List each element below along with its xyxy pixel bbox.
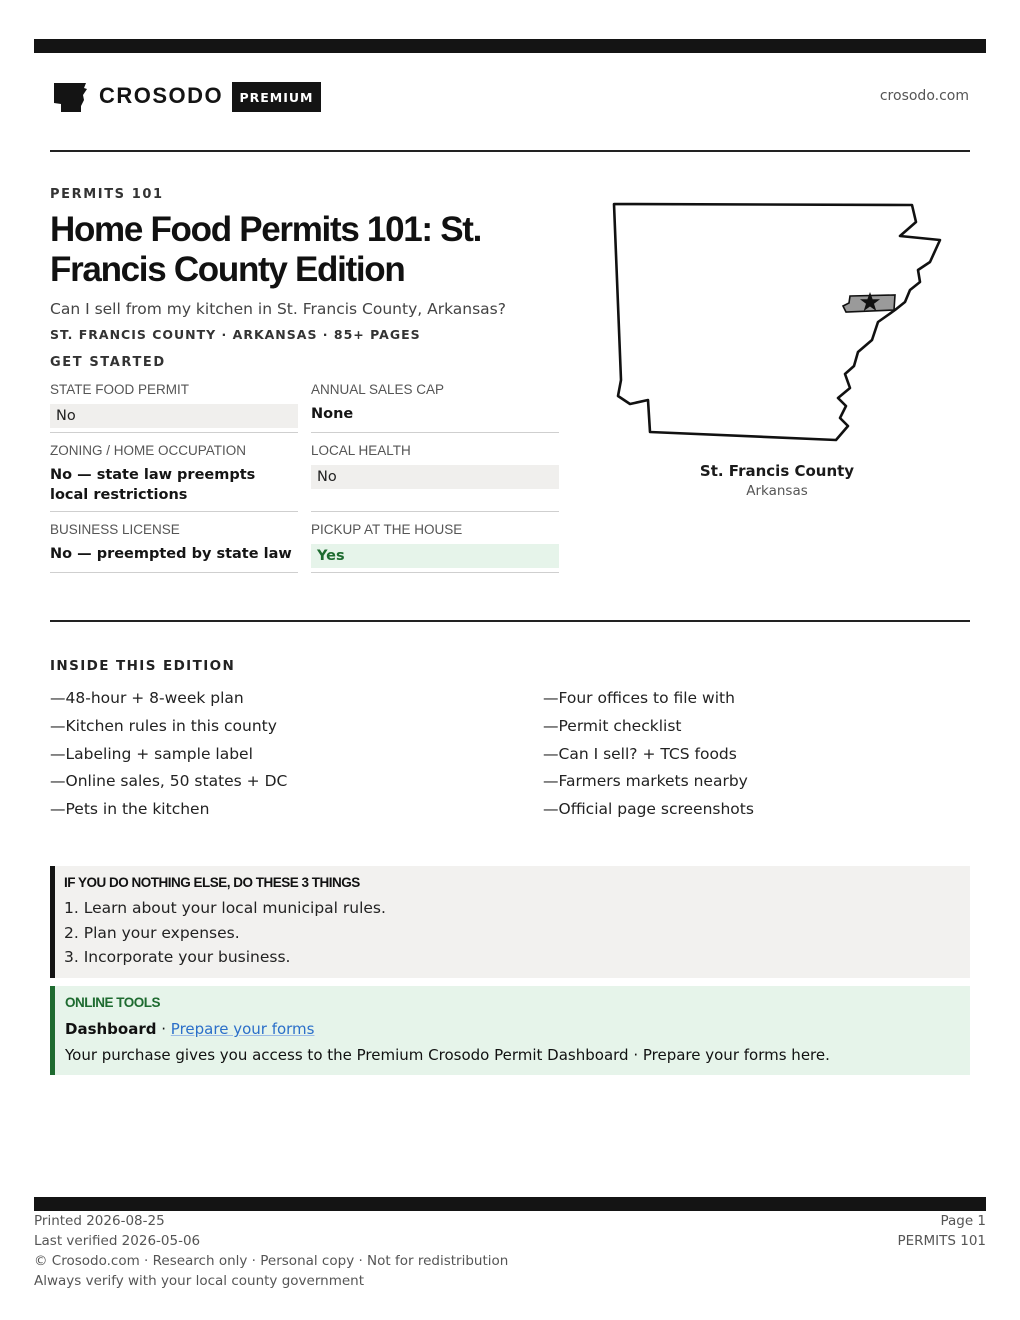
- fact-label: ZONING / HOME OCCUPATION: [50, 443, 247, 458]
- list-item: —Kitchen rules in this county: [50, 716, 277, 735]
- bottom-bar: [34, 1197, 986, 1211]
- section-divider: [50, 620, 970, 622]
- list-item: 2. Plan your expenses.: [64, 923, 240, 942]
- fact-label: ANNUAL SALES CAP: [311, 382, 445, 397]
- copyright: © Crosodo.com · Research only · Personal copy · Not for redistribution: [34, 1253, 509, 1269]
- header: [50, 78, 970, 118]
- footer-section: PERMITS 101: [897, 1233, 986, 1249]
- toc-left: [50, 685, 287, 824]
- three-things-callout: [50, 866, 970, 978]
- fact-zoning: [50, 443, 298, 512]
- section-kicker: PERMITS 101: [50, 187, 164, 202]
- fact-local-health: [311, 443, 559, 512]
- map-county-name: St. Francis County: [699, 462, 855, 480]
- callout-heading: ONLINE TOOLS: [65, 995, 161, 1010]
- list-item: —Permit checklist: [543, 716, 682, 735]
- verified-date: Last verified 2026-05-06: [34, 1233, 201, 1249]
- footer-right: [897, 1211, 986, 1251]
- list-item: 3. Incorporate your business.: [64, 948, 291, 966]
- fact-value: No — state law preempts local restrictions: [50, 467, 256, 503]
- arkansas-state-shape-icon: [53, 82, 87, 113]
- list-item: —Farmers markets nearby: [543, 772, 748, 791]
- list-item: —48-hour + 8-week plan: [50, 689, 244, 707]
- page-title: Home Food Permits 101: St. Francis County Edition: [50, 210, 482, 289]
- callout-heading: IF YOU DO NOTHING ELSE, DO THESE 3 THINGS: [64, 875, 360, 890]
- page-number: Page 1: [940, 1213, 986, 1229]
- fact-value: No: [50, 404, 298, 428]
- toc-right: [543, 685, 754, 824]
- fact-value: None: [311, 406, 354, 422]
- dashboard-label: Dashboard: [65, 1020, 157, 1038]
- fact-label: STATE FOOD PERMIT: [50, 382, 190, 397]
- footer-left: [34, 1211, 508, 1291]
- fact-value: No — preempted by state law: [50, 546, 292, 562]
- map-state-name: Arkansas: [746, 483, 808, 499]
- online-tools-callout: [50, 986, 970, 1075]
- disclaimer: Always verify with your local county government: [34, 1273, 364, 1289]
- fact-value: No: [311, 465, 559, 489]
- list-item: —Official page screenshots: [543, 800, 754, 819]
- fact-annual-sales-cap: [311, 382, 559, 433]
- prepare-forms-link[interactable]: Prepare your forms: [170, 1020, 315, 1038]
- arkansas-outline: [614, 204, 940, 440]
- brand-name: CROSODO: [99, 83, 224, 108]
- page-subtitle: Can I sell from my kitchen in St. Francis County, Arkansas?: [50, 300, 506, 318]
- fact-label: LOCAL HEALTH: [311, 443, 411, 458]
- dashboard-line: [65, 1016, 970, 1042]
- inside-heading: INSIDE THIS EDITION: [50, 658, 236, 674]
- edition-meta: ST. FRANCIS COUNTY · ARKANSAS · 85+ PAGES: [50, 327, 421, 342]
- fact-pickup-at-house: [311, 522, 559, 573]
- list-item: —Online sales, 50 states + DC: [50, 772, 288, 791]
- fact-label: PICKUP AT THE HOUSE: [311, 522, 463, 537]
- fact-label: BUSINESS LICENSE: [50, 522, 180, 537]
- top-bar: [34, 39, 986, 53]
- dashboard-description: Your purchase gives you access to the Premium Crosodo Permit Dashboard · Prepare your forms here.: [65, 1046, 830, 1064]
- fact-business-license: [50, 522, 298, 573]
- separator: ·: [156, 1020, 171, 1038]
- fact-state-food-permit: [50, 382, 298, 433]
- get-started-heading: GET STARTED: [50, 355, 166, 370]
- list-item: —Labeling + sample label: [50, 744, 253, 763]
- list-item: —Can I sell? + TCS foods: [543, 744, 737, 763]
- list-item: —Pets in the kitchen: [50, 800, 210, 819]
- header-divider: [50, 150, 970, 152]
- site-url[interactable]: crosodo.com: [879, 88, 969, 104]
- list-item: —Four offices to file with: [543, 689, 735, 707]
- state-map: [600, 195, 960, 455]
- premium-badge: PREMIUM: [232, 82, 321, 112]
- fact-value: Yes: [311, 544, 559, 568]
- list-item: 1. Learn about your local municipal rules.: [64, 899, 386, 917]
- printed-date: Printed 2026-08-25: [34, 1213, 165, 1229]
